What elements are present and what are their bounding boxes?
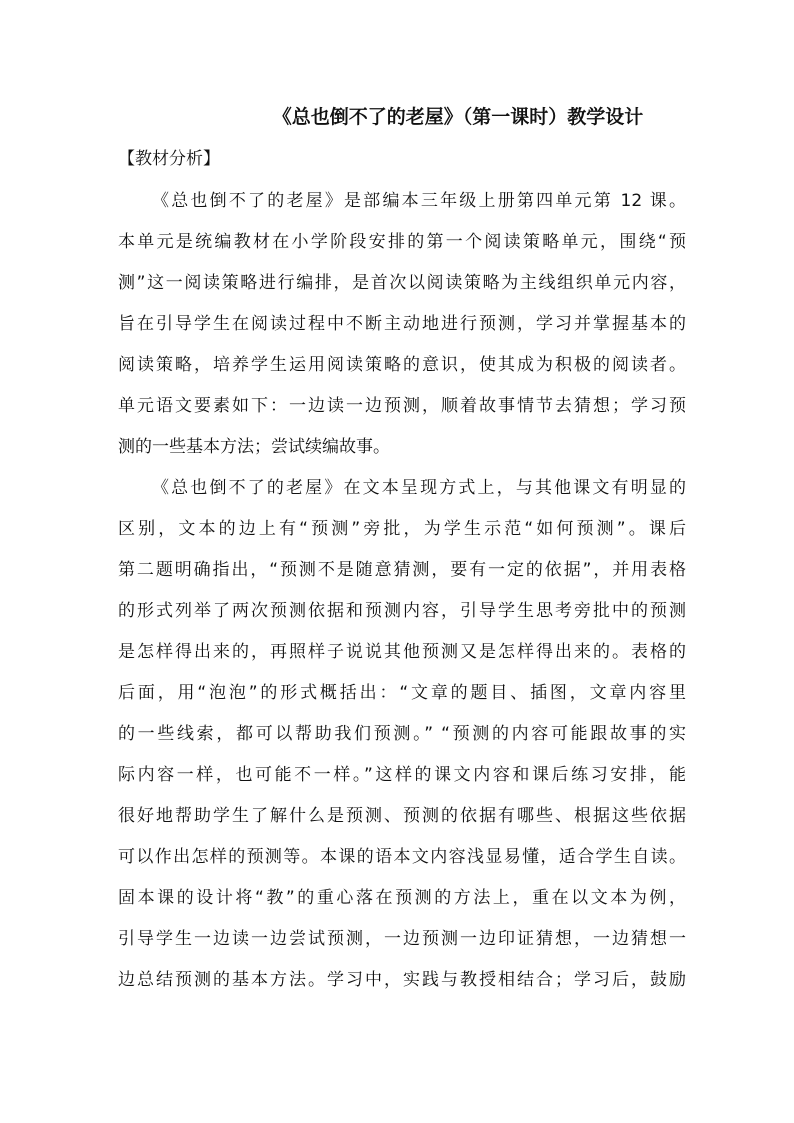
paragraph-line: 是怎样得出来的，再照样子说说其他预测又是怎样得出来的。表格的	[118, 642, 686, 662]
paragraph-line: 的一些线索，都可以帮助我们预测。” “预测的内容可能跟故事的实	[118, 724, 686, 744]
paragraph-line: 很好地帮助学生了解什么是预测、预测的依据有哪些、根据这些依据	[118, 806, 686, 826]
paragraph-line: 《总也倒不了的老屋》在文本呈现方式上，与其他课文有明显的	[152, 478, 686, 498]
paragraph-line: 后面，用“泡泡”的形式概括出：“文章的题目、插图，文章内容里	[118, 683, 686, 703]
paragraph-line: 固本课的设计将“教”的重心落在预测的方法上，重在以文本为例，	[118, 888, 686, 908]
paragraph-line: 的形式列举了两次预测依据和预测内容，引导学生思考旁批中的预测	[118, 601, 686, 621]
paragraph-line: 区别，文本的边上有“预测”旁批，为学生示范“如何预测”。课后	[118, 519, 686, 539]
paragraph-line: 测的一些基本方法；尝试续编故事。	[118, 437, 390, 457]
paragraph-line: 际内容一样，也可能不一样。”这样的课文内容和课后练习安排，能	[118, 765, 686, 785]
paragraph-line: 单元语文要素如下：一边读一边预测，顺着故事情节去猜想；学习预	[118, 396, 686, 416]
paragraph-line: 本单元是统编教材在小学阶段安排的第一个阅读策略单元，围绕“预	[118, 232, 686, 252]
paragraph-line: 边总结预测的基本方法。学习中，实践与教授相结合；学习后，鼓励	[118, 970, 686, 990]
section-heading: 【教材分析】	[118, 149, 220, 169]
paragraph-line: 《总也倒不了的老屋》是部编本三年级上册第四单元第 12 课。	[152, 191, 686, 211]
paragraph-line: 阅读策略，培养学生运用阅读策略的意识，使其成为积极的阅读者。	[118, 355, 686, 375]
paragraph-line: 可以作出怎样的预测等。本课的语本文内容浅显易懂，适合学生自读。	[118, 847, 686, 867]
paragraph-line: 第二题明确指出，“预测不是随意猜测，要有一定的依据”，并用表格	[118, 560, 686, 580]
paragraph-line: 测”这一阅读策略进行编排，是首次以阅读策略为主线组织单元内容，	[118, 273, 686, 293]
document-title: 《总也倒不了的老屋》（第一课时）教学设计	[272, 106, 644, 128]
paragraph-line: 引导学生一边读一边尝试预测，一边预测一边印证猜想，一边猜想一	[118, 929, 686, 949]
paragraph-line: 旨在引导学生在阅读过程中不断主动地进行预测，学习并掌握基本的	[118, 314, 686, 334]
